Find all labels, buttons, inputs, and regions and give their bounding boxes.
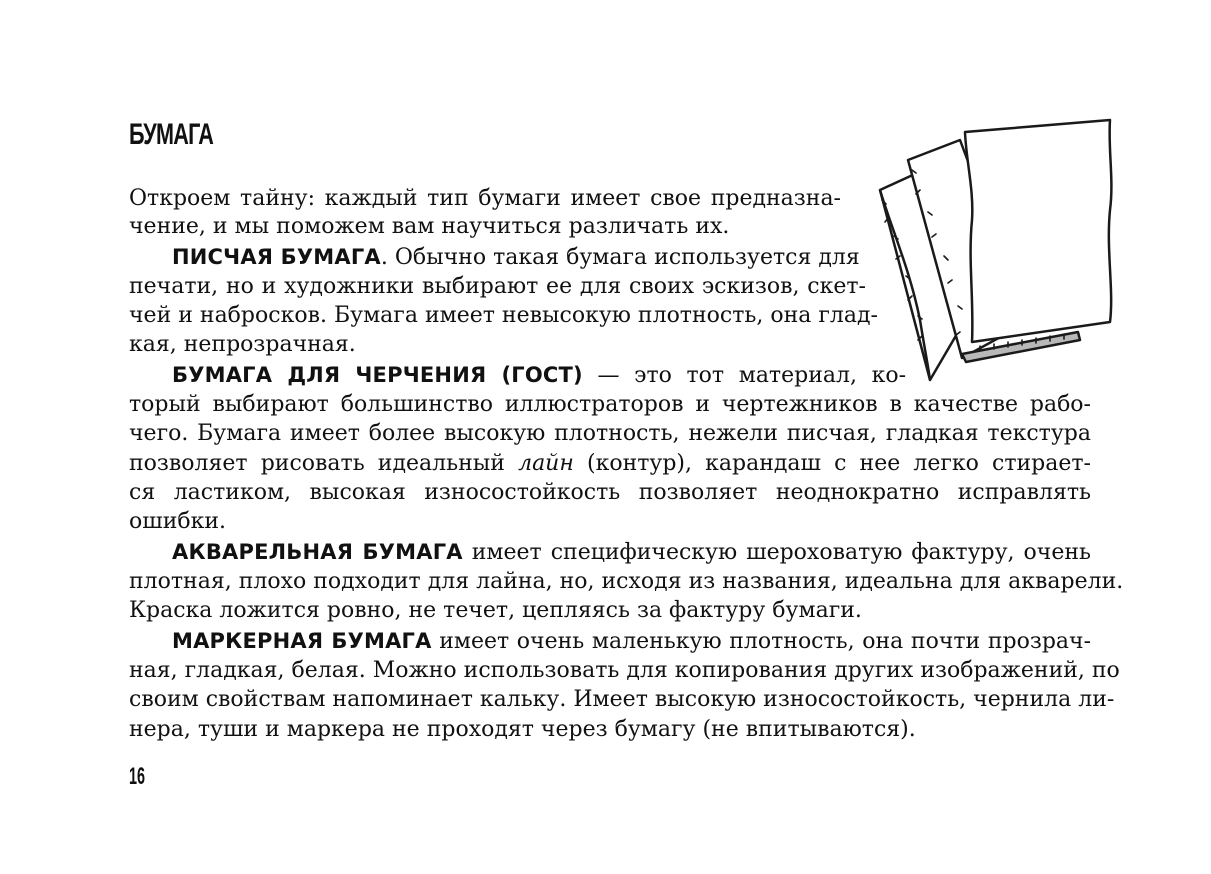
watercolor-paper-line-1	[172, 537, 1091, 567]
drafting-paper-line-2: торый выбирают большинство иллюстраторов и чертежников в качестве рабо-	[129, 392, 1091, 417]
drafting-paper-text: — это тот материал, ко-	[582, 363, 907, 388]
marker-paper-term: МАРКЕРНАЯ БУМАГА	[172, 629, 432, 653]
marker-paper-text: имеет очень маленькую плотность, она почти прозрач-	[431, 629, 1091, 654]
writing-paper-line-4: кая, непрозрачная.	[129, 332, 356, 357]
drafting-paper-text-b: (контур), карандаш с нее легко стирает-	[573, 451, 1091, 476]
marker-paper-line-2: ная, гладкая, белая. Можно использовать для копирования других изображений, по	[129, 658, 1120, 683]
drafting-paper-text-a: позволяет рисовать идеальный	[129, 451, 519, 476]
watercolor-paper-term: АКВАРЕЛЬНАЯ БУМАГА	[172, 540, 463, 564]
page-number: 16	[129, 763, 146, 790]
marker-paper-line-3: своим свойствам напоминает кальку. Имеет высокую износостойкость, чернила ли-	[129, 687, 1115, 712]
writing-paper-text: . Обычно такая бумага используется для	[380, 245, 860, 270]
section-heading: БУМАГА	[129, 118, 214, 151]
marker-paper-line-1	[172, 626, 1091, 656]
drafting-paper-line-3: чего. Бумага имеет более высокую плотность, нежели писчая, гладкая текстура	[129, 421, 1091, 446]
intro-line-1: Откроем тайну: каждый тип бумаги имеет свое предназна-	[129, 186, 841, 211]
writing-paper-line-2: печати, но и художники выбирают ее для своих эскизов, скет-	[129, 274, 866, 299]
writing-paper-term: ПИСЧАЯ БУМАГА	[172, 245, 381, 269]
drafting-paper-line-5: ся ластиком, высокая износостойкость позволяет неоднократно исправлять	[129, 480, 1091, 505]
watercolor-paper-line-3: Краска ложится ровно, не течет, цепляясь за фактуру бумаги.	[129, 598, 862, 623]
writing-paper-line-1	[172, 242, 860, 272]
watercolor-paper-line-2: плотная, плохо подходит для лайна, но, исходя из названия, идеальна для акварели.	[129, 569, 1124, 594]
drafting-paper-line-6: ошибки.	[129, 509, 227, 534]
writing-paper-line-3: чей и набросков. Бумага имеет невысокую плотность, она глад-	[129, 303, 878, 328]
drafting-paper-term: БУМАГА ДЛЯ ЧЕРЧЕНИЯ (ГОСТ)	[172, 363, 583, 387]
drafting-paper-line-4	[129, 449, 1091, 479]
intro-line-2: чение, и мы поможем вам научиться различать их.	[129, 214, 730, 239]
paper-sheets-icon	[870, 110, 1130, 390]
drafting-paper-italic-term: лайн	[518, 451, 574, 476]
marker-paper-line-4: нера, туши и маркера не проходят через бумагу (не впитываются).	[129, 717, 916, 742]
drafting-paper-line-1	[172, 360, 906, 390]
watercolor-paper-text: имеет специфическую шероховатую фактуру, очень	[462, 540, 1091, 565]
